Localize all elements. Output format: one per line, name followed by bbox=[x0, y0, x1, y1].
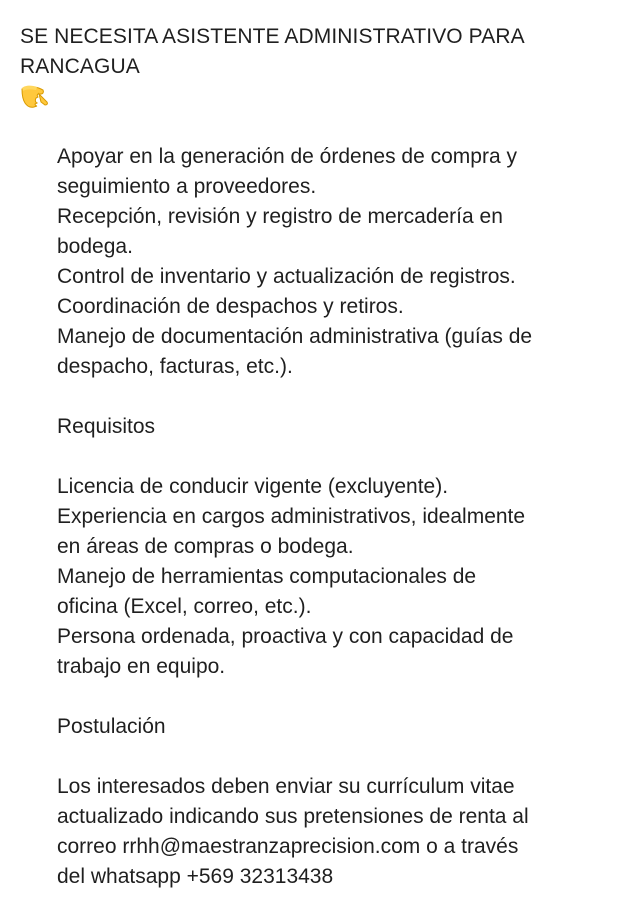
application-heading: Postulación bbox=[57, 715, 166, 738]
requirement-line: oficina (Excel, correo, etc.). bbox=[57, 595, 312, 618]
requirement-line: Persona ordenada, proactiva y con capacidad de bbox=[57, 625, 514, 648]
application-line: del whatsapp +569 32313438 bbox=[57, 865, 334, 888]
duty-line: Coordinación de despachos y retiros. bbox=[57, 295, 404, 318]
duty-line: despacho, facturas, etc.). bbox=[57, 355, 293, 378]
duty-line: Apoyar en la generación de órdenes de compra y bbox=[57, 145, 517, 168]
requirement-line: Licencia de conducir vigente (excluyente). bbox=[57, 475, 449, 498]
application-line: actualizado indicando sus pretensiones de renta al bbox=[57, 805, 529, 828]
post-title-line: SE NECESITA ASISTENTE ADMINISTRATIVO PARA bbox=[20, 25, 525, 48]
requirement-line: trabajo en equipo. bbox=[57, 655, 226, 678]
duty-line: Control de inventario y actualización de registros. bbox=[57, 265, 516, 288]
blank-line bbox=[57, 742, 627, 772]
blank-line bbox=[57, 682, 627, 712]
pointing-down-hand-icon bbox=[20, 84, 50, 112]
requirements-heading: Requisitos bbox=[57, 415, 156, 438]
duty-line: Recepción, revisión y registro de mercadería en bbox=[57, 205, 503, 228]
blank-line bbox=[57, 442, 627, 472]
requirement-line: Manejo de herramientas computacionales de bbox=[57, 565, 477, 588]
duty-line: Manejo de documentación administrativa (guías de bbox=[57, 325, 533, 348]
application-line: correo rrhh@maestranzaprecision.com o a través bbox=[57, 835, 519, 858]
application-line: Los interesados deben enviar su currículum vitae bbox=[57, 775, 515, 798]
blank-line bbox=[57, 382, 627, 412]
duty-line: seguimiento a proveedores. bbox=[57, 175, 317, 198]
requirement-line: Experiencia en cargos administrativos, idealmente bbox=[57, 505, 526, 528]
duty-line: bodega. bbox=[57, 235, 133, 258]
requirement-line: en áreas de compras o bodega. bbox=[57, 535, 354, 558]
post-title bbox=[20, 22, 620, 82]
post-body bbox=[57, 142, 627, 892]
post-title-line: RANCAGUA bbox=[20, 55, 140, 78]
